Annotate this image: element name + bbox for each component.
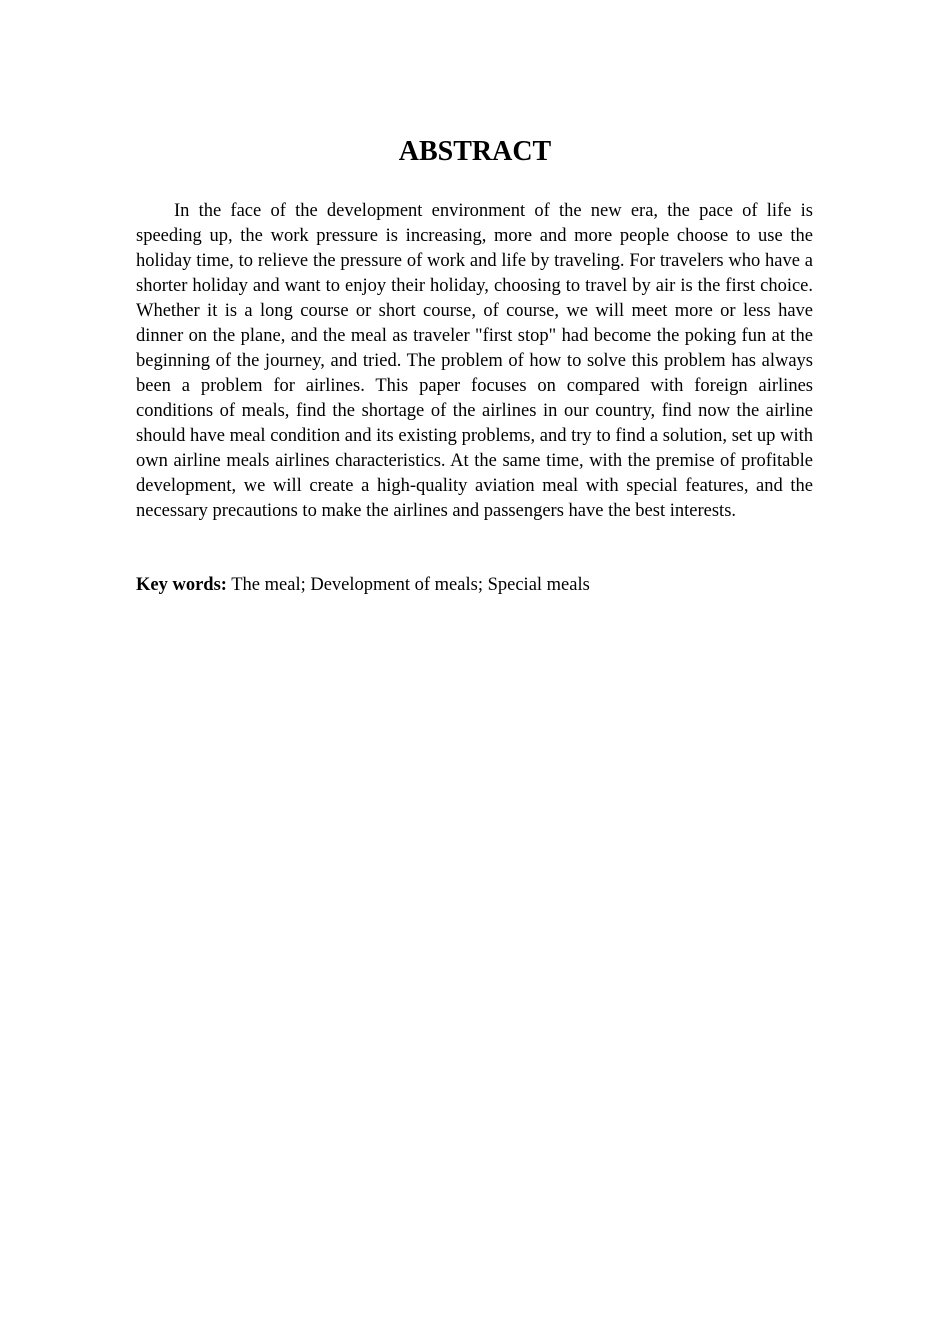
keywords-label: Key words:	[136, 575, 227, 595]
keywords-line	[136, 573, 813, 598]
abstract-paragraph: In the face of the development environment of the new era, the pace of life is speeding up, the work pressure is increasing, more and more people choose to use the holiday time, to relieve the pressure of work and life by traveling. For travelers who have a shorter holiday and want to enjoy their holiday, choosing to travel by air is the first choice. Whether it is a long course or short course, of course, we will meet more or less have dinner on the plane, and the meal as traveler "first stop" had become the poking fun at the beginning of the journey, and tried. The problem of how to solve this problem has always been a problem for airlines. This paper focuses on compared with foreign airlines conditions of meals, find the shortage of the airlines in our country, find now the airline should have meal condition and its existing problems, and try to find a solution, set up with own airline meals airlines characteristics. At the same time, with the premise of profitable development, we will create a high-quality aviation meal with special features, and the necessary precautions to make the airlines and passengers have the best interests.	[136, 201, 813, 521]
abstract-title: ABSTRACT	[398, 136, 552, 167]
keywords-text: The meal; Development of meals; Special meals	[226, 575, 590, 595]
